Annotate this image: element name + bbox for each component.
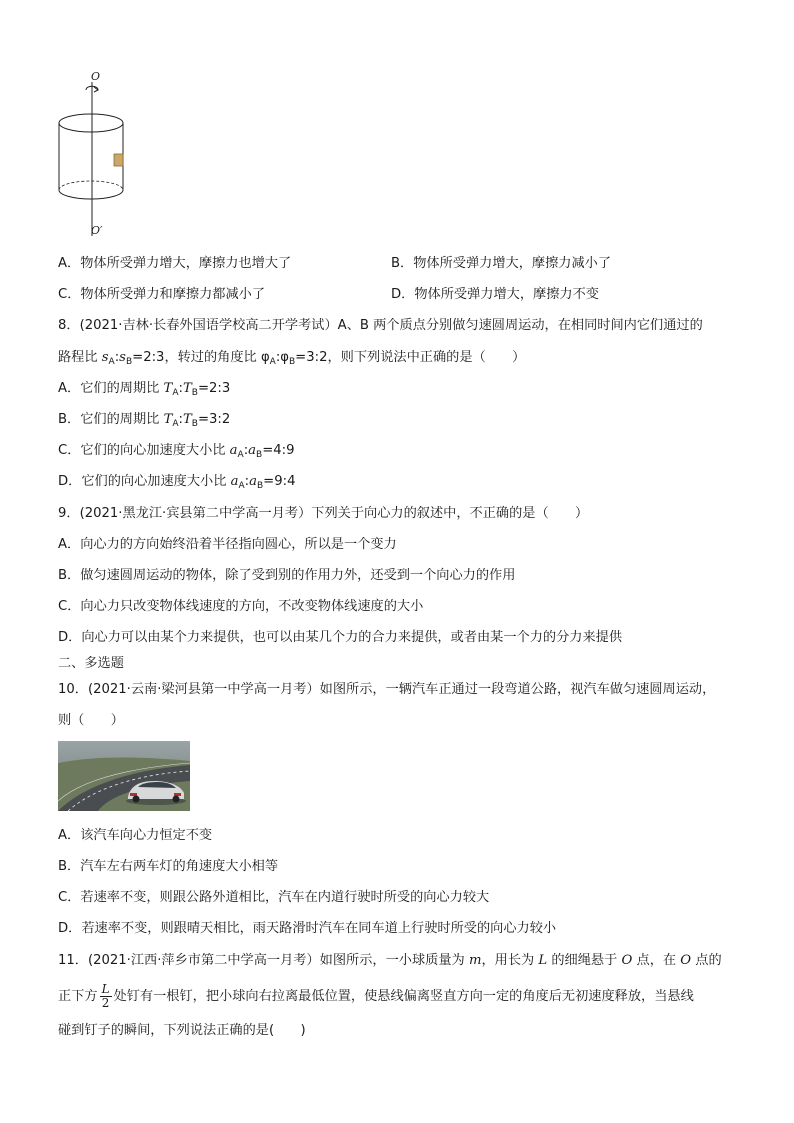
- q8-option-a: A．它们的周期比 $T_A:T_B=2:3$: [58, 381, 231, 398]
- q10-option-a: A．该汽车向心力恒定不变: [58, 828, 213, 843]
- car-on-curved-road-photo: [58, 741, 190, 811]
- block-on-cylinder: [114, 154, 123, 166]
- q8-option-d: D．它们的向心加速度大小比 $a_A:a_B=9:4$: [58, 474, 296, 491]
- q9-stem: 9．(2021·黑龙江·宾县第二中学高一月考）下列关于向心力的叙述中，不正确的是（ ）: [58, 506, 589, 521]
- q10-option-b: B．汽车左右两车灯的角速度大小相等: [58, 859, 279, 874]
- q11-stem-line3: 碰到钉子的瞬间，下列说法正确的是( ): [58, 1023, 306, 1038]
- q10-stem-line2: 则（ ）: [58, 713, 124, 728]
- q7-option-d: D．物体所受弹力增大，摩擦力不变: [391, 287, 599, 302]
- axis-label-top: O: [91, 70, 101, 83]
- q11-stem-line1: 11．(2021·江西·萍乡市第二中学高一月考）如图所示，一小球质量为 m，用长为 L 的细绳悬于 O 点，在 O 点的: [58, 953, 722, 968]
- q7-options-row1: [58, 255, 612, 273]
- q8-option-c: C．它们的向心加速度大小比 $a_A:a_B=4:9$: [58, 443, 295, 460]
- q7-option-c: C．物体所受弹力和摩擦力都减小了: [58, 287, 266, 302]
- q10-option-d: D．若速率不变，则跟晴天相比，雨天路滑时汽车在同车道上行驶时所受的向心力较小: [58, 921, 557, 936]
- q9-option-b: B．做匀速圆周运动的物体，除了受到别的作用力外，还受到一个向心力的作用: [58, 568, 516, 583]
- q8-stem-line1: 8．(2021·吉林·长春外国语学校高二开学考试）A、B 两个质点分别做匀速圆周运动，在相同时间内它们通过的: [58, 318, 703, 333]
- q8-option-b: B．它们的周期比 $T_A:T_B=3:2$: [58, 412, 231, 429]
- rotating-cylinder-figure: [50, 68, 170, 238]
- q9-option-d: D．向心力可以由某个力来提供，也可以由某几个力的合力来提供，或者由某一个力的分力来提供: [58, 630, 623, 645]
- q7-options-row2: [58, 286, 599, 304]
- q9-option-a: A．向心力的方向始终沿着半径指向圆心，所以是一个变力: [58, 537, 397, 552]
- q10-stem-line1: 10．(2021·云南·梁河县第一中学高一月考）如图所示，一辆汽车正通过一段弯道公路，视汽车做匀速圆周运动，: [58, 682, 716, 697]
- q10-option-c: C．若速率不变，则跟公路外道相比，汽车在内道行驶时所受的向心力较大: [58, 890, 490, 905]
- q7-option-b: B．物体所受弹力增大，摩擦力减小了: [391, 256, 612, 271]
- q8-stem-line2: 路程比 $s_A:s_B=2:3$，转过的角度比 $\varphi_A:\varphi_B=3:2$，则下列说法中正确的是（ ）: [58, 350, 526, 367]
- axis-label-bottom: O′: [91, 224, 103, 237]
- section-title-multi-choice: 二、多选题: [58, 656, 124, 671]
- q11-stem-line2: 正下方 $\frac{L}{2}$ 处钉有一根钉，把小球向右拉离最低位置，使悬线偏离竖直方向一定的角度后无初速度释放，当悬线: [58, 981, 694, 1010]
- q7-option-a: A．物体所受弹力增大，摩擦力也增大了: [58, 256, 292, 271]
- q9-option-c: C．向心力只改变物体线速度的方向，不改变物体线速度的大小: [58, 599, 424, 614]
- fraction-L-over-2: $\frac{L}{2}$: [101, 981, 110, 1010]
